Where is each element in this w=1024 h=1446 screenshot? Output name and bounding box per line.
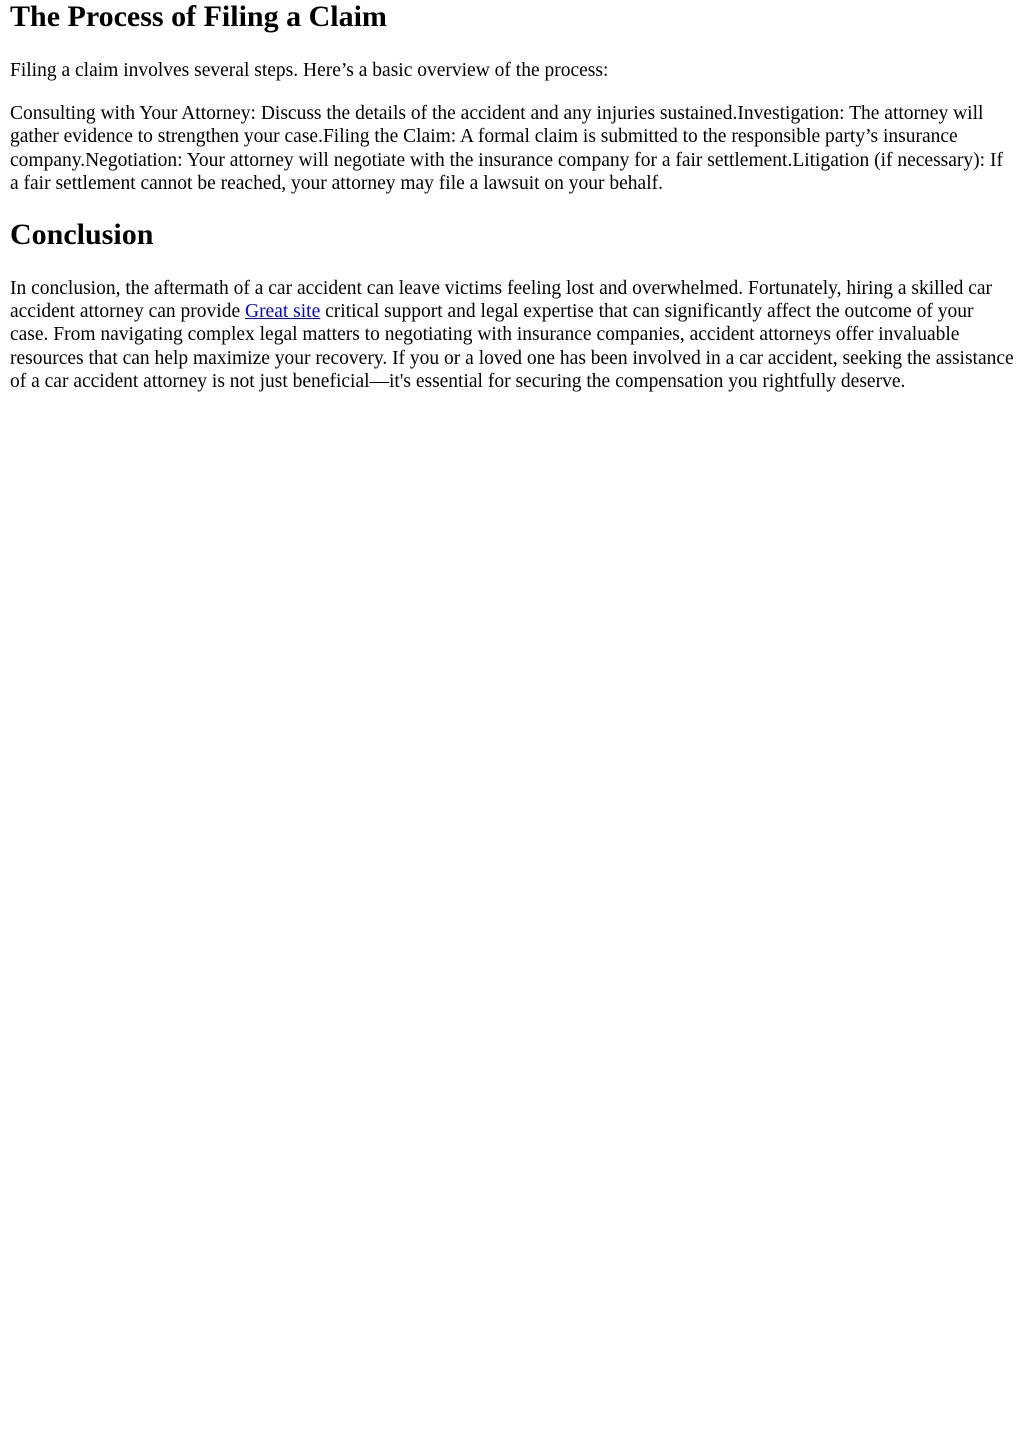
process-intro-paragraph: Filing a claim involves several steps. Here’s a basic overview of the process: [10,60,609,81]
conclusion-text-after-link: critical support and legal expertise that can significantly affect the outcome of your case. From navigating complex legal matters to negotiating with insurance companies, accident attorneys offer invaluable resources that can help maximize your recovery. If you or a loved one has been involved in a car accident, seeking the assistance of a car accident attorney is not just beneficial—it's essential for securing the compensation you rightfully deserve. [10,301,1014,392]
process-steps-paragraph: Consulting with Your Attorney: Discuss the details of the accident and any injuries sustained.Investigation: The attorney will gather evidence to strengthen your case.Filing the Claim: A formal claim is submitted to the responsible party’s insurance company.Negotiation: Your attorney will negotiate with the insurance company for a fair settlement.Litigation (if necessary): If a fair settlement cannot be reached, your attorney may file a lawsuit on your behalf. [10,103,1003,194]
conclusion-paragraph [10,277,1014,393]
great-site-link[interactable]: Great site [244,301,321,323]
process-heading: The Process of Filing a Claim [10,0,387,33]
conclusion-text-before-link: In conclusion, the aftermath of a car accident can leave victims feeling lost and overwhelmed. Fortunately, hiring a skilled car accident attorney can provide [10,278,993,323]
conclusion-heading: Conclusion [10,218,154,252]
article-body [0,0,1024,393]
